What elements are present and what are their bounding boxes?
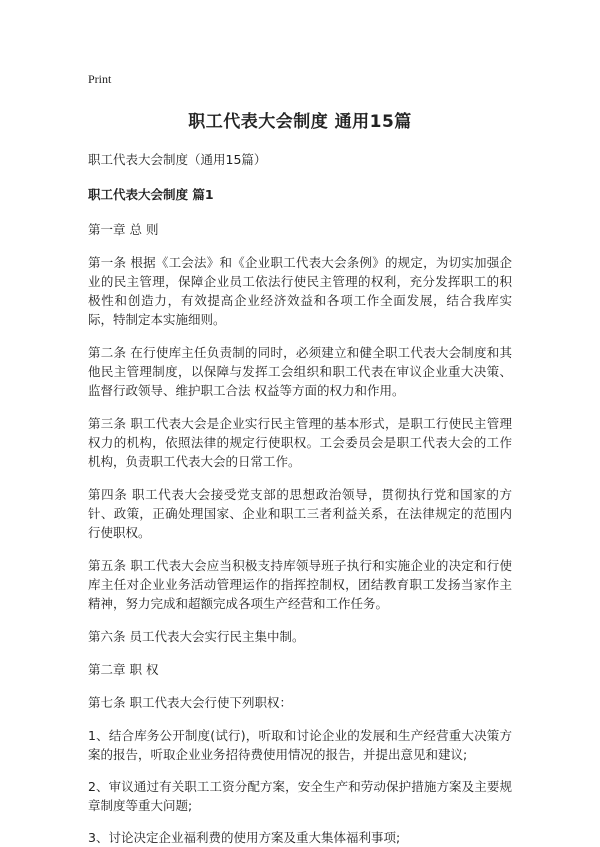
list-item: 2、审议通过有关职工工资分配方案，安全生产和劳动保护措施方案及主要规章制度等重大问题;: [88, 779, 512, 813]
document-subtitle: 职工代表大会制度（通用15篇）: [88, 152, 267, 167]
list-item: 3、讨论决定企业福利费的使用方案及重大集体福利事项;: [88, 830, 401, 845]
list-item: 1、结合库务公开制度(试行)，听取和讨论企业的发展和生产经营重大决策方案的报告，听取企业业务招待费使用情况的报告，并提出意见和建议;: [88, 728, 512, 762]
chapter-heading: 第一章 总 则: [88, 222, 159, 237]
print-link[interactable]: Print: [88, 72, 112, 86]
article-paragraph: 第二条 在行使库主任负责制的同时，必须建立和健全职工代表大会制度和其他民主管理制度，以保障与发挥工会组织和职工代表在审议企业重大决策、监督行政领导、维护职工合法 权益等方面的权力和作用。: [88, 345, 512, 398]
article-paragraph: 第四条 职工代表大会接受党支部的思想政治领导，贯彻执行党和国家的方针、政策，正确处理国家、企业和职工三者利益关系，在法律规定的范围内行使职权。: [88, 487, 512, 540]
article-paragraph: 第三条 职工代表大会是企业实行民主管理的基本形式，是职工行使民主管理权力的机构，依照法律的规定行使职权。工会委员会是职工代表大会的工作机构，负责职工代表大会的日常工作。: [88, 416, 512, 469]
article-paragraph: 第五条 职工代表大会应当积极支持库领导班子执行和实施企业的决定和行使库主任对企业业务活动管理运作的指挥控制权，团结教育职工发扬当家作主精神，努力完成和超额完成各项生产经营和工作任务。: [88, 558, 512, 611]
article-paragraph: 第六条 员工代表大会实行民主集中制。: [88, 629, 305, 644]
document-title: 职工代表大会制度 通用15篇: [188, 112, 412, 132]
section-heading: 职工代表大会制度 篇1: [88, 187, 214, 202]
chapter-heading: 第二章 职 权: [88, 662, 159, 677]
article-paragraph: 第一条 根据《工会法》和《企业职工代表大会条例》的规定，为切实加强企业的民主管理，保障企业员工依法行使民主管理的权利，充分发挥职工的积极性和创造力，有效提高企业经济效益和各项工作全面发展，结合我库实际，特制定本实施细则。: [88, 255, 512, 327]
article-paragraph: 第七条 职工代表大会行使下列职权：: [88, 695, 292, 710]
